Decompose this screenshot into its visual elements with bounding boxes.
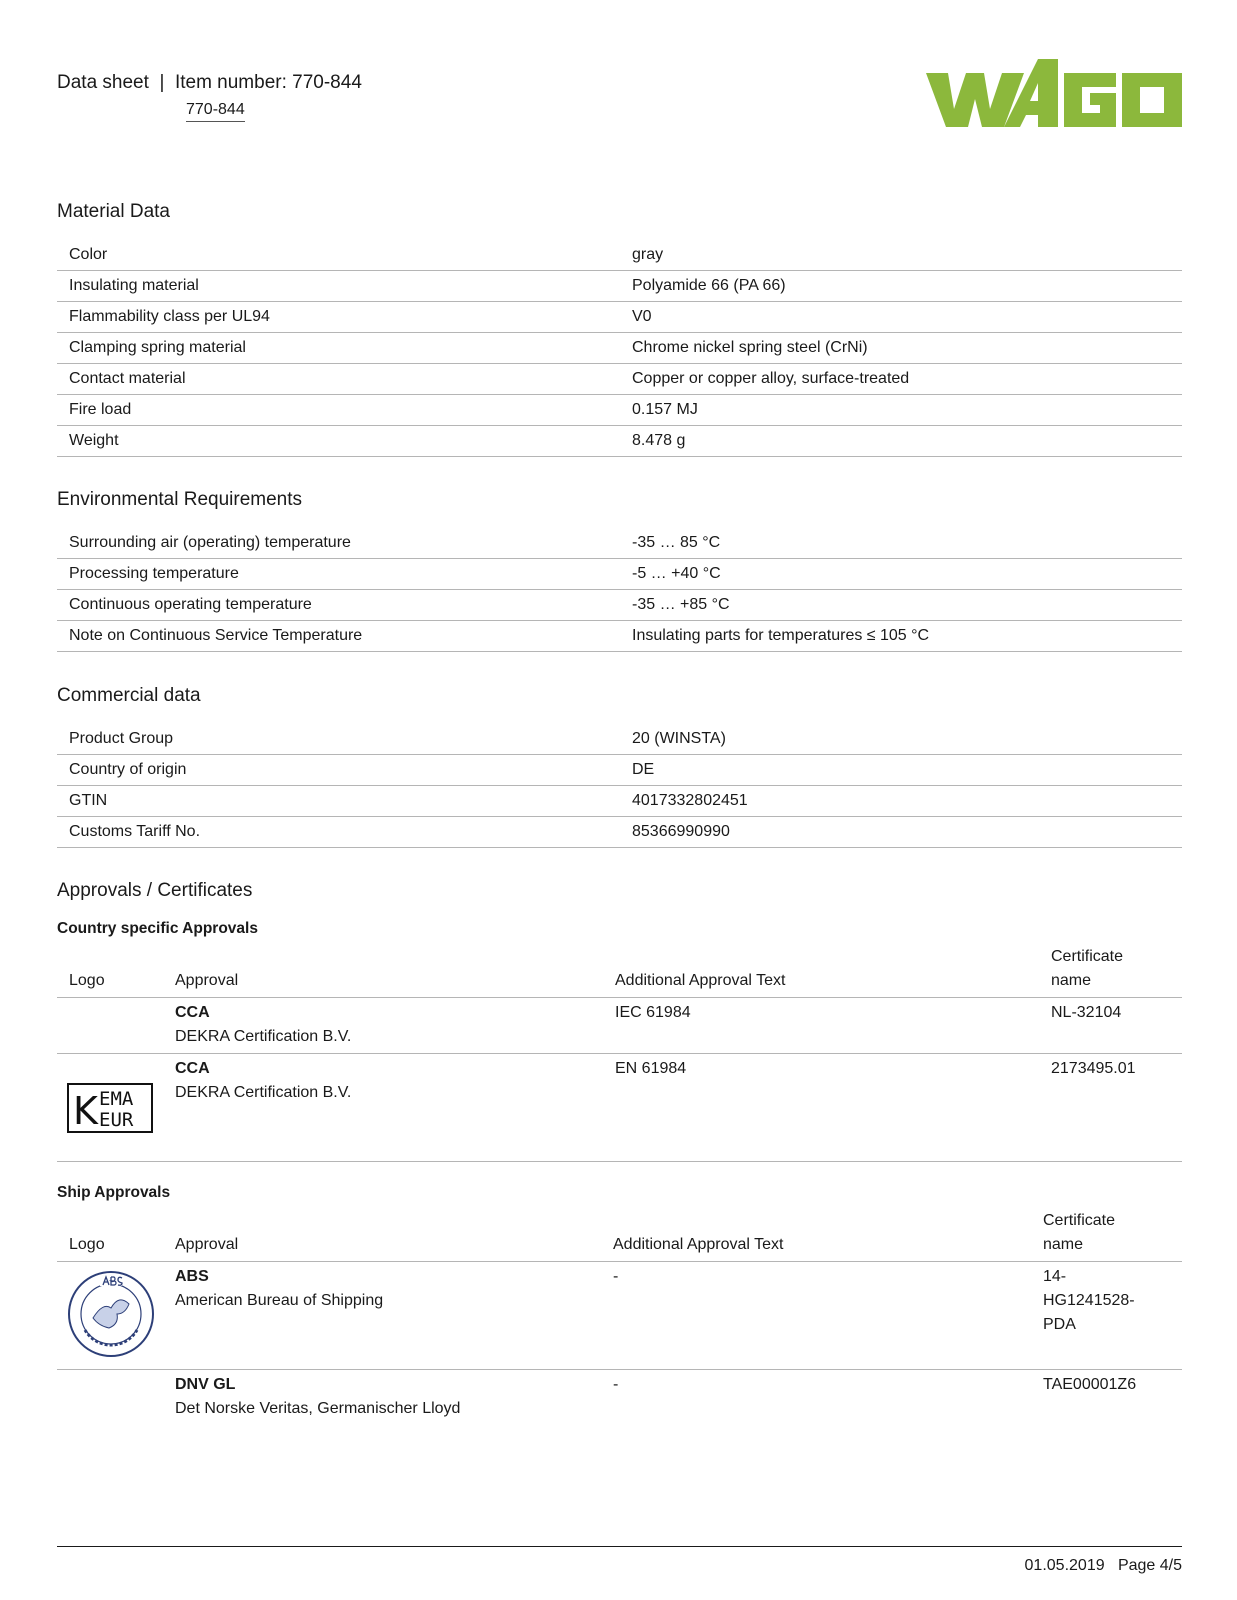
col-header-logo: Logo [69,972,105,989]
ship-approvals-table [57,1210,1182,1430]
row-label: Weight [57,426,620,457]
approval-name: DNV GL [175,1376,236,1393]
certificate-name-line: PDA [1043,1316,1076,1333]
row-value: -5 … +40 °C [620,559,1182,590]
table-row [57,528,1182,559]
row-value: Chrome nickel spring steel (CrNi) [620,333,1182,364]
row-label: Contact material [57,364,620,395]
table-row [57,1370,1182,1430]
row-value: 0.157 MJ [620,395,1182,426]
kema-eur-logo [67,1083,153,1138]
row-value: Copper or copper alloy, surface-treated [620,364,1182,395]
certificate-name [1043,1265,1135,1337]
row-label: Country of origin [57,755,620,786]
section-title-approvals: Approvals / Certificates [57,880,253,901]
row-value: Polyamide 66 (PA 66) [620,271,1182,302]
abs-seal-logo [67,1270,155,1363]
table-row [57,364,1182,395]
table-row [57,559,1182,590]
row-value: 4017332802451 [620,786,1182,817]
col-header-additional: Additional Approval Text [613,1236,784,1253]
environment-table [57,528,1182,652]
section-title-environment: Environmental Requirements [57,489,303,510]
approval-org: DEKRA Certification B.V. [175,1084,352,1101]
certificate-name-line: 14- [1043,1268,1067,1285]
row-value: Insulating parts for temperatures ≤ 105 °C [620,621,1182,652]
row-value: V0 [620,302,1182,333]
row-label: Product Group [57,724,620,755]
approval-name: CCA [175,1060,210,1077]
row-label: Processing temperature [57,559,620,590]
certificate-name: 2173495.01 [1051,1060,1136,1077]
table-row [57,395,1182,426]
additional-text: - [613,1268,619,1285]
country-approvals-table [57,946,1182,1162]
table-row [57,1054,1182,1162]
approval-org: Det Norske Veritas, Germanischer Lloyd [175,1400,461,1417]
table-row [57,755,1182,786]
col-header-certificate-line1: Certificate [1043,1212,1116,1229]
table-row [57,998,1182,1054]
row-value: -35 … 85 °C [620,528,1182,559]
table-row [57,302,1182,333]
footer-divider [57,1546,1182,1547]
table-header-row [57,1210,1182,1262]
datasheet-page [57,0,1182,1600]
kema-line2: EUR [99,1109,134,1131]
row-label: Clamping spring material [57,333,620,364]
approval-name: ABS [175,1268,209,1285]
row-value: DE [620,755,1182,786]
col-header-logo: Logo [69,1236,105,1253]
kema-k-glyph: K [73,1089,98,1133]
certificate-name-line: HG1241528- [1043,1292,1135,1309]
subsection-title-ship: Ship Approvals [57,1184,171,1201]
approval-org: American Bureau of Shipping [175,1292,384,1309]
wago-logo [926,57,1182,143]
row-label: Surrounding air (operating) temperature [57,528,620,559]
table-row [57,333,1182,364]
table-row [57,590,1182,621]
col-header-additional: Additional Approval Text [615,972,786,989]
row-label: Color [57,240,620,271]
material-table [57,240,1182,457]
row-value: 8.478 g [620,426,1182,457]
col-header-approval: Approval [175,1236,239,1253]
row-label: Insulating material [57,271,620,302]
table-row [57,271,1182,302]
section-title-commercial: Commercial data [57,685,201,706]
subsection-title-country: Country specific Approvals [57,920,258,937]
row-value: -35 … +85 °C [620,590,1182,621]
row-label: Fire load [57,395,620,426]
page-title: Data sheet | Item number: 770-844 [57,72,362,93]
row-label: Flammability class per UL94 [57,302,620,333]
row-label: Note on Continuous Service Temperature [57,621,620,652]
row-label: Customs Tariff No. [57,817,620,848]
col-header-certificate-line1: Certificate [1051,948,1124,965]
commercial-table [57,724,1182,848]
table-row [57,240,1182,271]
col-header-certificate [1051,945,1123,993]
approval-org: DEKRA Certification B.V. [175,1028,352,1045]
certificate-name: NL-32104 [1051,1004,1122,1021]
row-value: 20 (WINSTA) [620,724,1182,755]
col-header-certificate-line2: name [1051,972,1092,989]
col-header-approval: Approval [175,972,239,989]
row-label: GTIN [57,786,620,817]
approval-name: CCA [175,1004,210,1021]
col-header-certificate [1043,1209,1115,1257]
kema-line1: EMA [99,1088,134,1110]
certificate-name: TAE00001Z6 [1043,1376,1137,1393]
table-row [57,786,1182,817]
table-row [57,724,1182,755]
table-row [57,621,1182,652]
additional-text: EN 61984 [615,1060,687,1077]
table-row [57,426,1182,457]
additional-text: - [613,1376,619,1393]
row-label: Continuous operating temperature [57,590,620,621]
footer-date-page: 01.05.2019 Page 4/5 [1024,1557,1182,1574]
col-header-certificate-line2: name [1043,1236,1084,1253]
row-value: gray [620,240,1182,271]
row-value: 85366990990 [620,817,1182,848]
section-title-material: Material Data [57,201,170,222]
additional-text: IEC 61984 [615,1004,691,1021]
table-row [57,1262,1182,1370]
item-number-link[interactable]: 770-844 [186,101,245,122]
table-header-row [57,946,1182,998]
table-row [57,817,1182,848]
